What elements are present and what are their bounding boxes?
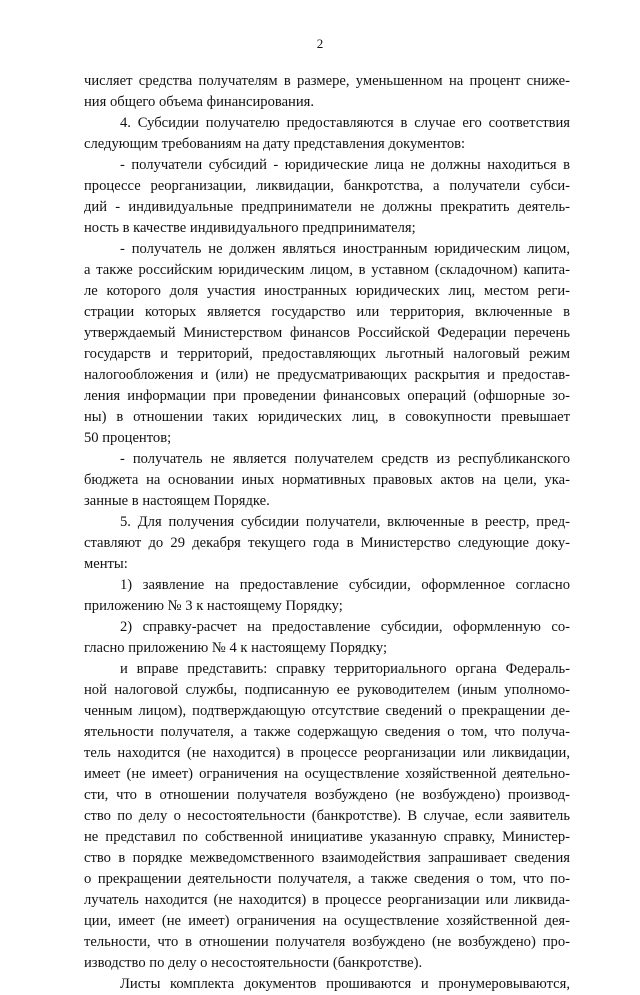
text-line: 5. Для получения субсидии получатели, включенные в реестр, пред- bbox=[120, 514, 570, 530]
text-line: - получатель не является получателем средств из республиканского bbox=[120, 451, 570, 467]
page-number: 2 bbox=[316, 36, 324, 51]
text-line: ния общего объема финансирования. bbox=[84, 94, 315, 110]
text-line: ность в качестве индивидуального предпринимателя; bbox=[84, 220, 416, 236]
text-line: числяет средства получателям в размере, уменьшенном на процент сниже- bbox=[84, 73, 570, 89]
text-line: и вправе представить: справку территориального органа Федераль- bbox=[120, 661, 570, 677]
text-line: - получатель не должен являться иностранным юридическим лицом, bbox=[120, 241, 570, 257]
text-line: о прекращении деятельности получателя, а также сведения о том, что по- bbox=[84, 871, 570, 887]
text-line: дий - индивидуальные предприниматели не должны прекратить деятель- bbox=[84, 199, 570, 215]
text-line: Листы комплекта документов прошиваются и пронумеровываются, bbox=[120, 976, 570, 992]
text-line: страции которых является государство или территория, включенные в bbox=[84, 304, 570, 320]
text-line: сти, что в отношении получателя возбуждено (не возбуждено) производ- bbox=[84, 787, 570, 803]
text-line: ченным лицом), подтверждающую отсутствие сведений о прекращении де- bbox=[84, 703, 570, 719]
text-line: ство в порядке межведомственного взаимодействия запрашивает сведения bbox=[84, 850, 570, 866]
text-line: - получатели субсидий - юридические лица не должны находиться в bbox=[120, 157, 570, 173]
text-line: тель находится (не находится) в процессе реорганизации или ликвидации, bbox=[84, 745, 570, 761]
text-line: процессе реорганизации, ликвидации, банкротства, а получатели субси- bbox=[84, 178, 570, 194]
text-line: занные в настоящем Порядке. bbox=[84, 493, 270, 509]
text-line: лучатель находится (не находится) в процессе реорганизации или ликвида- bbox=[84, 892, 570, 908]
text-line: ны) в отношении таких юридических лиц, в совокупности превышает bbox=[84, 409, 570, 425]
text-line: государств и территорий, предоставляющих льготный налоговый режим bbox=[84, 346, 570, 362]
text-line: ции, имеет (не имеет) ограничения на осуществление хозяйственной дея- bbox=[84, 913, 570, 929]
text-line: ятельности получателя, а также содержащую сведения о том, что получа- bbox=[84, 724, 570, 740]
text-line: ставляют до 29 декабря текущего года в Министерство следующие доку- bbox=[84, 535, 570, 551]
text-line: приложению № 3 к настоящему Порядку; bbox=[84, 598, 343, 614]
text-line: изводство по делу о несостоятельности (банкротстве). bbox=[84, 955, 423, 971]
text-line: 4. Субсидии получателю предоставляются в случае его соответствия bbox=[120, 115, 570, 131]
text-line: налогообложения и (или) не предусматривающих раскрытия и предостав- bbox=[84, 367, 570, 383]
text-line: не представил по собственной инициативе указанную справку, Министер- bbox=[84, 829, 570, 845]
document-body bbox=[84, 71, 570, 995]
text-line: утверждаемый Министерством финансов Российской Федерации перечень bbox=[84, 325, 570, 341]
text-line: тельности, что в отношении получателя возбуждено (не возбуждено) про- bbox=[84, 934, 570, 950]
text-line: 1) заявление на предоставление субсидии, оформленное согласно bbox=[120, 577, 570, 593]
text-line: менты: bbox=[84, 556, 128, 572]
text-line: ство по делу о несостоятельности (банкротстве). В случае, если заявитель bbox=[84, 808, 570, 824]
text-line: 2) справку-расчет на предоставление субсидии, оформленную со- bbox=[120, 619, 570, 635]
text-line: гласно приложению № 4 к настоящему Порядку; bbox=[84, 640, 388, 656]
text-line: ной налоговой службы, подписанную ее руководителем (иным уполномо- bbox=[84, 682, 570, 698]
text-line: следующим требованиям на дату представления документов: bbox=[84, 136, 466, 152]
text-line: бюджета на основании иных нормативных правовых актов на цели, ука- bbox=[84, 472, 570, 488]
text-line: имеет (не имеет) ограничения на осуществление хозяйственной деятельно- bbox=[84, 766, 570, 782]
text-line: ле которого доля участия иностранных юридических лиц, местом реги- bbox=[84, 283, 570, 299]
text-line: а также российским юридическим лицом, в уставном (складочном) капита- bbox=[84, 262, 570, 278]
text-line: 50 процентов; bbox=[84, 430, 172, 446]
text-line: ления информации при проведении финансовых операций (офшорные зо- bbox=[84, 388, 570, 404]
